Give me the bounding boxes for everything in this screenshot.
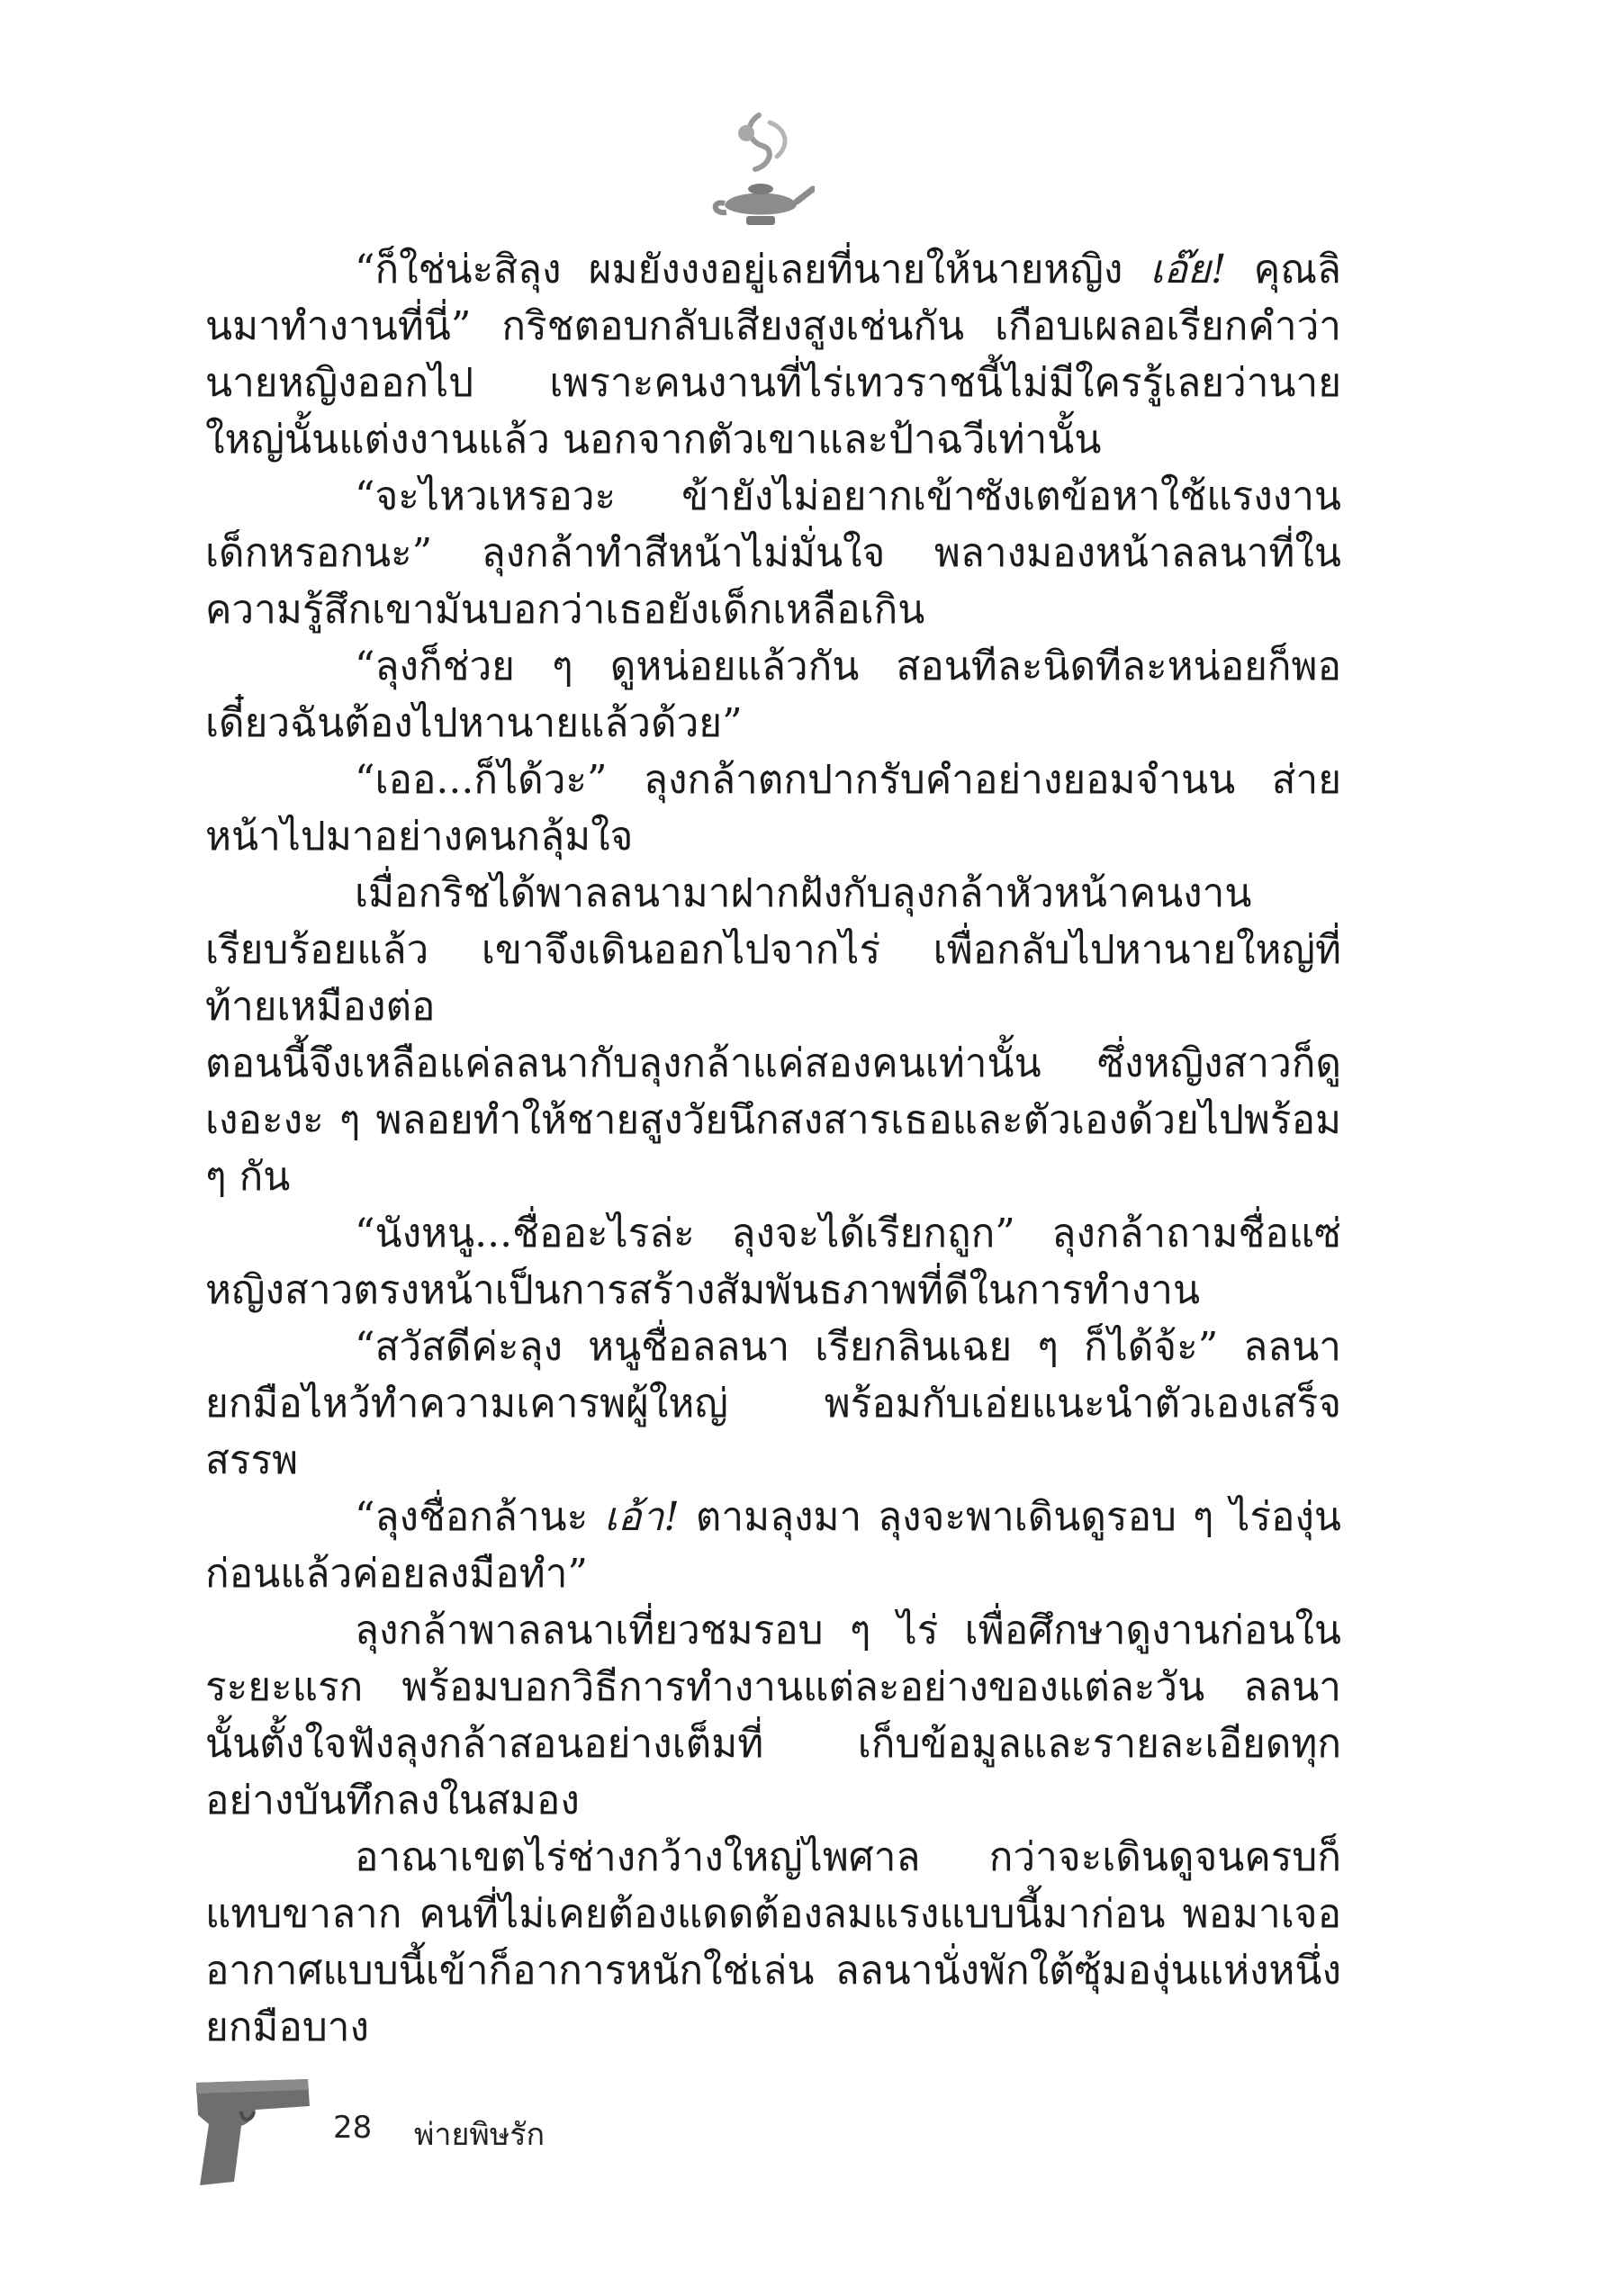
paragraph (205, 1205, 1341, 1319)
emphasis-text: เอ๊ย! (1150, 247, 1227, 293)
book-title: พ่ายพิษรัก (414, 2117, 546, 2153)
paragraph (205, 1035, 1341, 1205)
paragraph-text: “ลุงก็ช่วย ๆ ดูหน่อยแล้วกัน สอนทีละนิดทีละหน่อยก็พอเดี๋ยวฉันต้องไปหานายแล้วด้วย” (205, 644, 1341, 746)
paragraph-text: คุณลินมาทำงานที่นี่” กริชตอบกลับเสียงสูงเช่นกัน เกือบเผลอเรียกคำว่านายหญิงออกไป เพราะคนงานที่ไร่เทวราชนี้ไม่มีใครรู้เลยว่านายใหญ่นั้นแต่งงานแล้ว นอกจากตัวเขาและป้าฉวีเท่านั้น (205, 247, 1341, 463)
pistol-icon (189, 2070, 315, 2187)
paragraph-text: อาณาเขตไร่ช่างกว้างใหญ่ไพศาล กว่าจะเดินดูจนครบก็แทบขาลาก คนที่ไม่เคยต้องแดดต้องลมแรงแบบนี้มาก่อน พอมาเจออากาศแบบนี้เข้าก็อาการหนักใช่เล่น ลลนานั่งพักใต้ซุ้มองุ่นแห่งหนึ่ง ยกมือบาง (205, 1834, 1341, 2050)
emphasis-text: เอ้า! (604, 1494, 680, 1540)
paragraph (205, 1319, 1341, 1489)
paragraph (205, 638, 1341, 752)
body-text (205, 241, 1341, 2056)
paragraph-text: ตอนนี้จึงเหลือแค่ลลนากับลุงกล้าแค่สองคนเท่านั้น ซึ่งหญิงสาวก็ดูเงอะงะ ๆ พลอยทำให้ชายสูงวัยนึกสงสารเธอและตัวเองด้วยไปพร้อม ๆ กัน (205, 1040, 1341, 1200)
paragraph-text: “นังหนู...ชื่ออะไรล่ะ ลุงจะได้เรียกถูก” ลุงกล้าถามชื่อแซ่หญิงสาวตรงหน้าเป็นการสร้างสัมพันธภาพที่ดีในการทำงาน (205, 1211, 1341, 1313)
paragraph-text: “ก็ใช่น่ะสิลุง ผมยังงงอยู่เลยที่นายให้นายหญิง (355, 247, 1150, 293)
page-number: 28 (333, 2110, 373, 2146)
paragraph-text: “สวัสดีค่ะลุง หนูชื่อลลนา เรียกลินเฉย ๆ ก็ได้จ้ะ” ลลนายกมือไหว้ทำความเคารพผู้ใหญ่ พร้อมกับเอ่ยแนะนำตัวเองเสร็จสรรพ (205, 1324, 1341, 1483)
paragraph (205, 865, 1341, 1035)
paragraph (205, 1829, 1341, 2056)
paragraph (205, 1489, 1341, 1602)
paragraph-text: ตามลุงมา ลุงจะพาเดินดูรอบ ๆ ไร่องุ่นก่อนแล้วค่อยลงมือทำ” (205, 1494, 1341, 1597)
paragraph-text: ลุงกล้าพาลลนาเที่ยวชมรอบ ๆ ไร่ เพื่อศึกษาดูงานก่อนในระยะแรก พร้อมบอกวิธีการทำงานแต่ละอย่างของแต่ละวัน ลลนานั้นตั้งใจฟังลุงกล้าสอนอย่างเต็มที่ เก็บข้อมูลและรายละเอียดทุกอย่างบันทึกลงในสมอง (205, 1607, 1341, 1823)
paragraph (205, 1602, 1341, 1829)
paragraph-text: “ลุงชื่อกล้านะ (355, 1494, 605, 1540)
paragraph-text: “เออ...ก็ได้วะ” ลุงกล้าตกปากรับคำอย่างยอมจำนน ส่ายหน้าไปมาอย่างคนกลุ้มใจ (205, 757, 1341, 860)
paragraph-text: “จะไหวเหรอวะ ข้ายังไม่อยากเข้าซังเตข้อหาใช้แรงงานเด็กหรอกนะ” ลุงกล้าทำสีหน้าไม่มั่นใจ พลางมองหน้าลลนาที่ในความรู้สึกเขามันบอกว่าเธอยังเด็กเหลือเกิน (205, 473, 1341, 633)
paragraph (205, 752, 1341, 865)
paragraph (205, 241, 1341, 468)
paragraph (205, 468, 1341, 638)
genie-lamp-icon (707, 106, 815, 241)
paragraph-text: เมื่อกริชได้พาลลนามาฝากฝังกับลุงกล้าหัวหน้าคนงานเรียบร้อยแล้ว เขาจึงเดินออกไปจากไร่ เพื่อกลับไปหานายใหญ่ที่ท้ายเหมืองต่อ (205, 870, 1341, 1030)
page-footer (189, 2070, 729, 2187)
